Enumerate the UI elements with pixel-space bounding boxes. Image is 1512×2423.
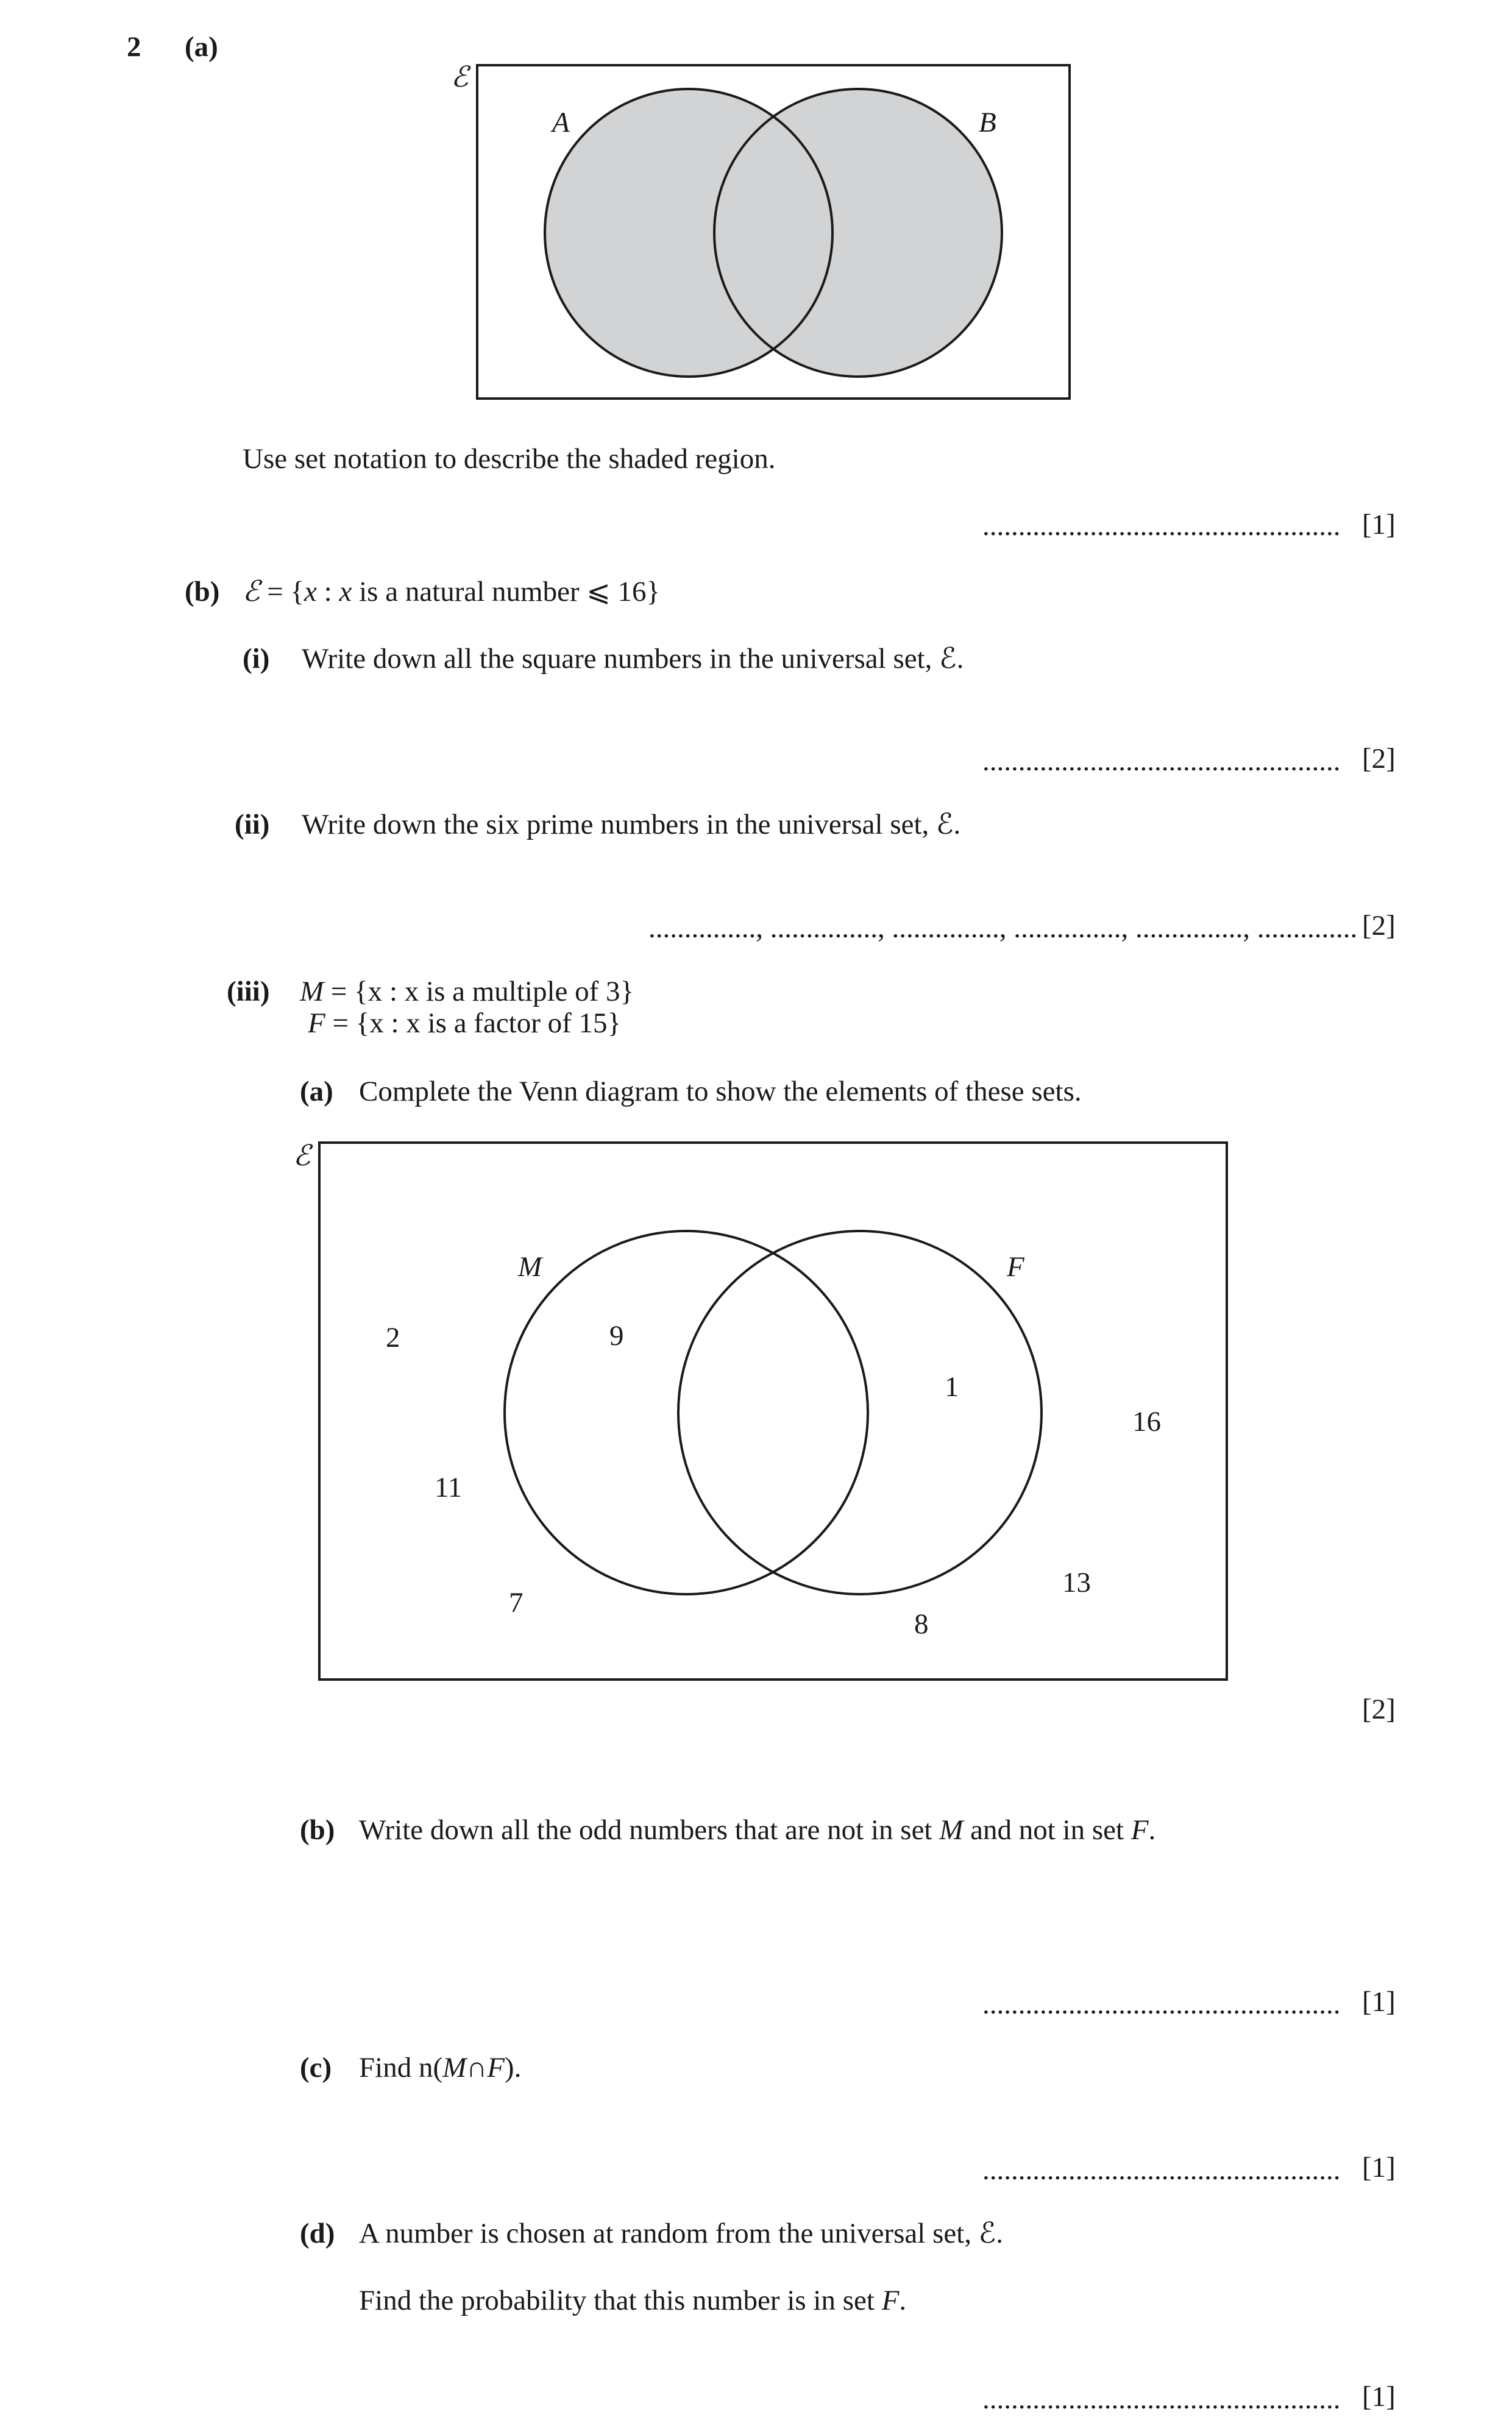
part-iii-b-label: (b) bbox=[300, 1814, 335, 1846]
set-f-label: F bbox=[1007, 1251, 1024, 1283]
prompt-end: . bbox=[1148, 1814, 1156, 1846]
definition-rest: is a natural number ⩽ 16} bbox=[352, 576, 661, 608]
part-iii-c-marks: [1] bbox=[1362, 2152, 1396, 2184]
venn-number: 13 bbox=[1062, 1567, 1091, 1598]
part-b-i-answer-line[interactable]: .................................................. bbox=[982, 745, 1341, 777]
part-iii-d-prompt-1: A number is chosen at random from the universal set, ℰ. bbox=[359, 2218, 1003, 2249]
part-iii-b-answer-line[interactable]: .................................................. bbox=[982, 1988, 1341, 2020]
part-b-iii-label: (iii) bbox=[227, 976, 270, 1007]
part-b-i-marks: [2] bbox=[1362, 743, 1396, 775]
set-m-symbol: M bbox=[300, 976, 324, 1007]
part-iii-a-marks: [2] bbox=[1362, 1694, 1396, 1725]
part-a-label: (a) bbox=[185, 31, 218, 63]
part-iii-b-prompt bbox=[359, 1816, 1155, 1845]
set-b-label: B bbox=[979, 107, 996, 138]
venn-number: 2 bbox=[386, 1322, 400, 1353]
part-b-ii-answer-line[interactable]: ..............., ..............., ..............., ..............., ..............., .............. bbox=[648, 912, 1358, 944]
circle-m bbox=[505, 1231, 868, 1594]
circle-f bbox=[678, 1231, 1042, 1594]
set-m-definition-text: = {x : x is a multiple of 3} bbox=[324, 976, 634, 1007]
part-iii-c-answer-line[interactable]: .................................................. bbox=[982, 2154, 1341, 2186]
definition-var2: x bbox=[339, 576, 352, 608]
part-a-answer-line[interactable]: .................................................. bbox=[982, 510, 1341, 542]
question-number: 2 bbox=[127, 31, 141, 63]
set-a-label: A bbox=[552, 107, 570, 138]
prompt-start: Find the probability that this number is in set bbox=[359, 2285, 882, 2316]
prompt-set-f: F bbox=[881, 2285, 900, 2316]
part-iii-d-label: (d) bbox=[300, 2218, 335, 2249]
universal-symbol-ab: ℰ bbox=[451, 62, 469, 93]
definition-var: x bbox=[304, 576, 317, 608]
part-a-prompt: Use set notation to describe the shaded region. bbox=[243, 443, 776, 475]
prompt-end: ). bbox=[504, 2052, 522, 2084]
part-b-label: (b) bbox=[185, 576, 220, 608]
part-iii-c-label: (c) bbox=[300, 2052, 332, 2084]
set-m-label: M bbox=[518, 1251, 542, 1283]
prompt-set-m: M bbox=[939, 1814, 964, 1846]
prompt-start: Find n( bbox=[359, 2052, 443, 2084]
prompt-mid: and not in set bbox=[963, 1814, 1131, 1846]
venn-number: 7 bbox=[509, 1587, 524, 1619]
universal-set-box-mf bbox=[319, 1143, 1227, 1680]
part-a-marks: [1] bbox=[1362, 509, 1396, 541]
part-iii-d-answer-line[interactable]: .................................................. bbox=[982, 2383, 1341, 2415]
prompt-expression: M∩F bbox=[442, 2052, 505, 2084]
definition-colon: : bbox=[316, 576, 339, 608]
part-b-ii-prompt: Write down the six prime numbers in the universal set, ℰ. bbox=[302, 809, 961, 840]
universal-symbol: ℰ bbox=[243, 576, 260, 608]
definition-eq: = { bbox=[260, 576, 305, 608]
venn-number: 8 bbox=[914, 1608, 929, 1640]
part-b-i-label: (i) bbox=[243, 643, 270, 675]
part-iii-c-prompt bbox=[359, 2054, 521, 2082]
part-b-ii-marks: [2] bbox=[1362, 910, 1396, 942]
part-iii-b-marks: [1] bbox=[1362, 1986, 1396, 2018]
venn-number: 11 bbox=[435, 1472, 463, 1503]
part-iii-d-marks: [1] bbox=[1362, 2381, 1396, 2413]
part-iii-a-prompt: Complete the Venn diagram to show the elements of these sets. bbox=[359, 1076, 1082, 1107]
universal-symbol-mf: ℰ bbox=[293, 1140, 311, 1172]
prompt-start: Write down all the odd numbers that are not in set bbox=[359, 1814, 940, 1846]
prompt-end: . bbox=[899, 2285, 907, 2316]
part-b-ii-label: (ii) bbox=[235, 809, 270, 840]
venn-number: 9 bbox=[609, 1320, 624, 1352]
venn-number: 16 bbox=[1132, 1406, 1161, 1438]
part-b-i-prompt: Write down all the square numbers in the universal set, ℰ. bbox=[302, 643, 964, 675]
venn-number: 1 bbox=[945, 1371, 959, 1403]
prompt-set-f: F bbox=[1130, 1814, 1149, 1846]
set-f-definition-text: = {x : x is a factor of 15} bbox=[325, 1007, 622, 1039]
set-f-symbol: F bbox=[308, 1007, 325, 1039]
part-iii-d-prompt-2 bbox=[359, 2286, 906, 2315]
part-iii-a-label: (a) bbox=[300, 1076, 333, 1107]
